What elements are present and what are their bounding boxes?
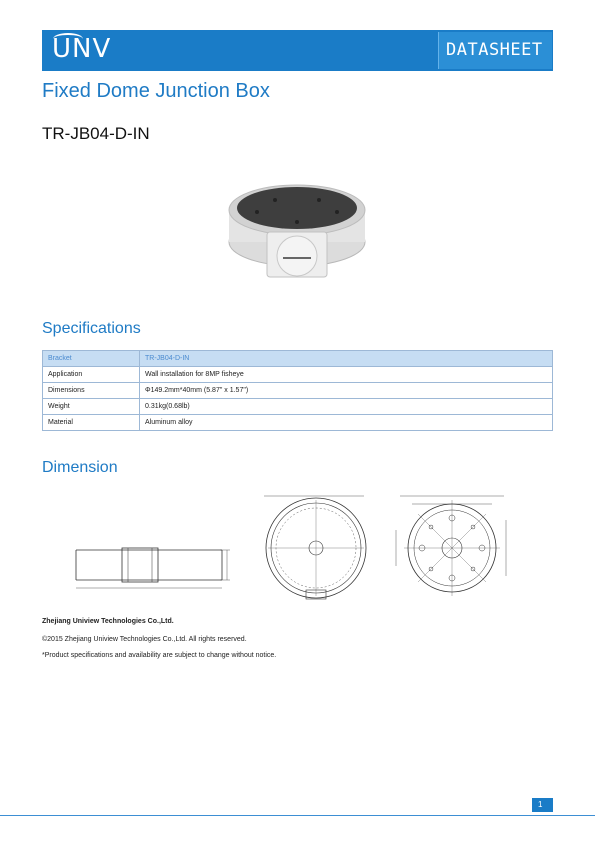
disclaimer-text: *Product specifications and availability are subject to change without notice. [42, 652, 277, 659]
spec-value: 0.31kg(0.68lb) [140, 399, 553, 415]
top-view-drawing [254, 490, 376, 605]
page-title: Fixed Dome Junction Box [42, 80, 270, 102]
bottom-view-drawing [392, 490, 512, 602]
side-view-drawing [72, 540, 232, 595]
spec-label: Bracket [43, 351, 140, 367]
footer-divider [0, 815, 595, 816]
product-image [215, 170, 380, 285]
table-row [43, 351, 553, 367]
table-row [43, 415, 553, 431]
specifications-table [42, 350, 553, 431]
spec-label: Application [43, 367, 140, 383]
datasheet-label: DATASHEET [446, 40, 543, 60]
model-number: TR-JB04-D-IN [42, 124, 150, 143]
table-row [43, 383, 553, 399]
spec-value: TR-JB04-D-IN [140, 351, 553, 367]
brand-logo: UNV [52, 34, 112, 64]
specifications-heading: Specifications [42, 320, 141, 337]
spec-value: Aluminum alloy [140, 415, 553, 431]
spec-label: Weight [43, 399, 140, 415]
table-row [43, 367, 553, 383]
dimension-heading: Dimension [42, 459, 118, 476]
spec-label: Material [43, 415, 140, 431]
company-name: Zhejiang Uniview Technologies Co.,Ltd. [42, 618, 174, 625]
spec-label: Dimensions [43, 383, 140, 399]
page-number-badge [532, 798, 553, 812]
spec-value: Φ149.2mm*40mm (5.87" x 1.57") [140, 383, 553, 399]
table-row [43, 399, 553, 415]
copyright-text: ©2015 Zhejiang Uniview Technologies Co.,Ltd. All rights reserved. [42, 636, 247, 643]
spec-value: Wall installation for 8MP fisheye [140, 367, 553, 383]
page-number: 1 [538, 800, 543, 809]
